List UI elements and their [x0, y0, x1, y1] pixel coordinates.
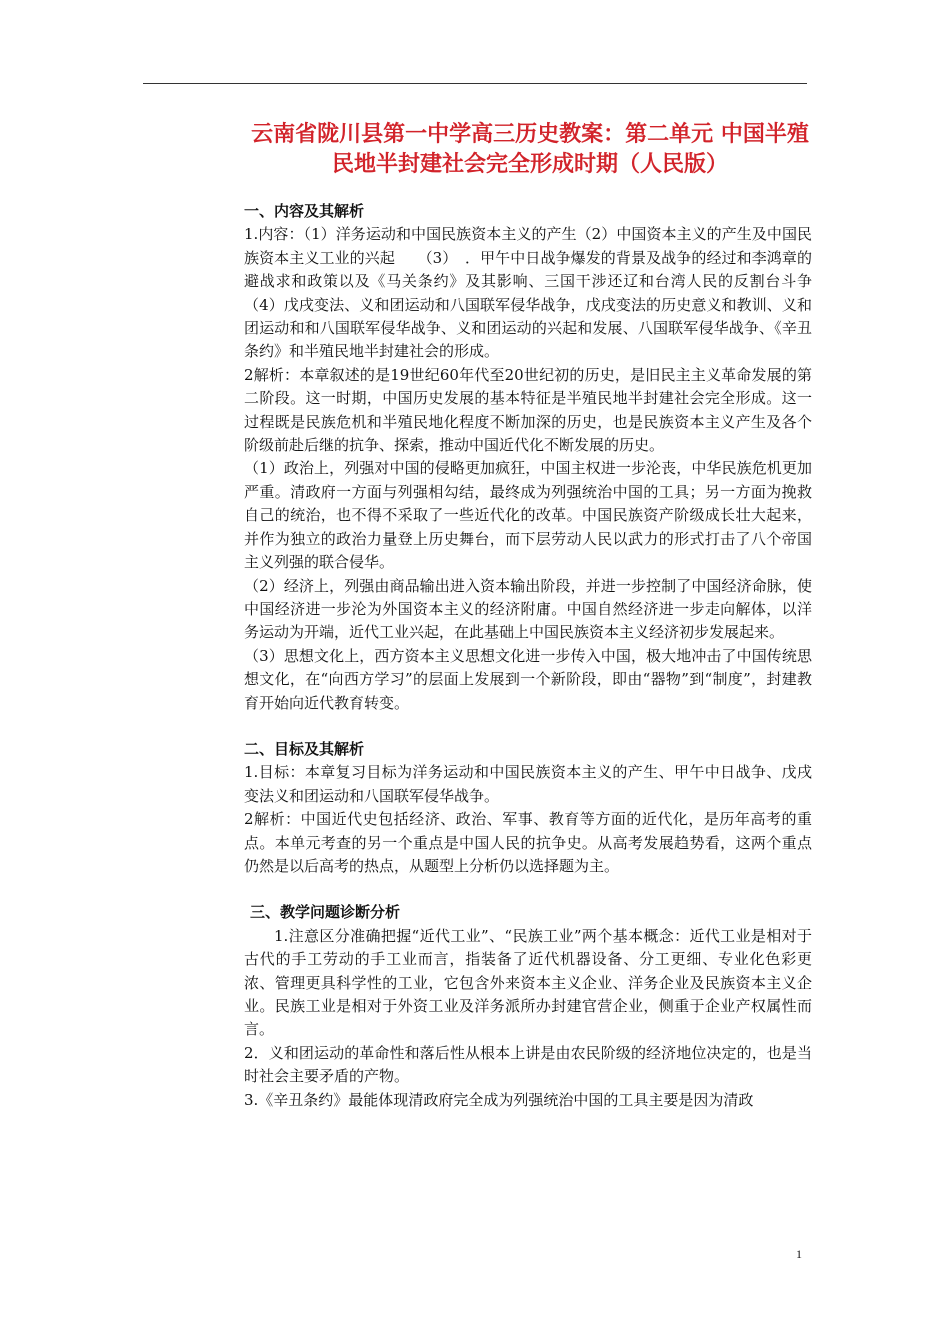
title-line-1: 云南省陇川县第一中学高三历史教案：第二单元 中国半殖: [251, 122, 809, 147]
document-body: [244, 200, 843, 1112]
section-heading-goals-analysis: 二、目标及其解析: [244, 739, 365, 758]
paragraph-analysis: 2解析：本章叙述的是19世纪60年代至20世纪初的历史，是旧民主主义革命发展的第二阶段。这一时期，中国历史发展的基本特征是半殖民地半封建社会完全形成。这一过程既是民族危机和半殖民地化程度不断加深的历史，也是民族资本主义产生及各个阶级前赴后继的抗争、探索，推动中国近代化不断发展的历史。: [244, 365, 812, 455]
section-spacer: [244, 715, 812, 738]
title-line-2: 民地半封建社会完全形成时期（人民版）: [331, 152, 728, 177]
document-title: [230, 120, 830, 180]
paragraph-economy: （2）经济上，列强由商品输出进入资本输出阶段，并进一步控制了中国经济命脉，使中国经济进一步沦为外国资本主义的经济附庸。中国自然经济进一步走向解体，以洋务运动为开端，近代工业兴起，在此基础上中国民族资本主义经济初步发展起来。: [244, 576, 812, 642]
paragraph-goals: 1.目标：本章复习目标为洋务运动和中国民族资本主义的产生、甲午中日战争、戊戌变法义和团运动和八国联军侵华战争。: [244, 763, 812, 805]
paragraph-diagnosis-2: 2．义和团运动的革命性和落后性从根本上讲是由农民阶级的经济地位决定的，也是当时社会主要矛盾的产物。: [244, 1043, 812, 1086]
paragraph-content: 1.内容：（1）洋务运动和中国民族资本主义的产生（2）中国资本主义的产生及中国民族资本主义工业的兴起 （3） ．甲午中日战争爆发的背景及战争的经过和李鸿章的避战求和政策以及《马关条约》及其影响、三国干涉还辽和台湾人民的反割台斗争 （4）戊戌变法、义和团运动和八国联军侵华战争，戊戌变法的历史意义和教训、义和团运动和和八国联军侵华战争、义和团运动的兴起和发展、八国联军侵华战争、《辛丑条约》和半殖民地半封建社会的形成。: [244, 225, 843, 361]
section-heading-content-analysis: 一、内容及其解析: [244, 202, 365, 220]
section-heading-diagnosis: 三、教学问题诊断分析: [250, 903, 401, 922]
paragraph-diagnosis-1: 1.注意区分准确把握“近代工业”、“民族工业”两个基本概念：近代工业是相对于古代的手工劳动的手工业而言，指装备了近代机器设备、分工更细、专业化色彩更浓、管理更具科学性的工业，它包含外来资本主义企业、洋务企业及民族资本主义企业。民族工业是相对于外资工业及洋务派所办封建官营企业，侧重于企业产权属性而言。: [244, 926, 812, 1039]
paragraph-goals-analysis: 2解析：中国近代史包括经济、政治、军事、教育等方面的近代化，是历年高考的重点。本单元考查的另一个重点是中国人民的抗争史。从高考发展趋势看，这两个重点仍然是以后高考的热点，从题型上分析仍以选择题为主。: [244, 810, 812, 875]
paragraph-culture: （3）思想文化上，西方资本主义思想文化进一步传入中国，极大地冲击了中国传统思想文化，在“向西方学习”的层面上发展到一个新阶段，即由“器物”到“制度”，封建教育开始向近代教育转变。: [244, 646, 812, 712]
paragraph-diagnosis-3: 3.《辛丑条约》最能体现清政府完全成为列强统治中国的工具主要是因为清政: [244, 1090, 754, 1109]
header-rule: [143, 83, 807, 84]
section-spacer: [244, 878, 812, 901]
paragraph-politics: （1）政治上，列强对中国的侵略更加疯狂，中国主权进一步沦丧，中华民族危机更加严重。清政府一方面与列强相勾结，最终成为列强统治中国的工具；另一方面为挽救自己的统治，也不得不采取了一些近代化的改革。中国民族资产阶级成长壮大起来，并作为独立的政治力量登上历史舞台，而下层劳动人民以武力的形式打击了八个帝国主义列强的联合侵华。: [244, 459, 812, 572]
page-number: 1: [796, 1247, 802, 1261]
